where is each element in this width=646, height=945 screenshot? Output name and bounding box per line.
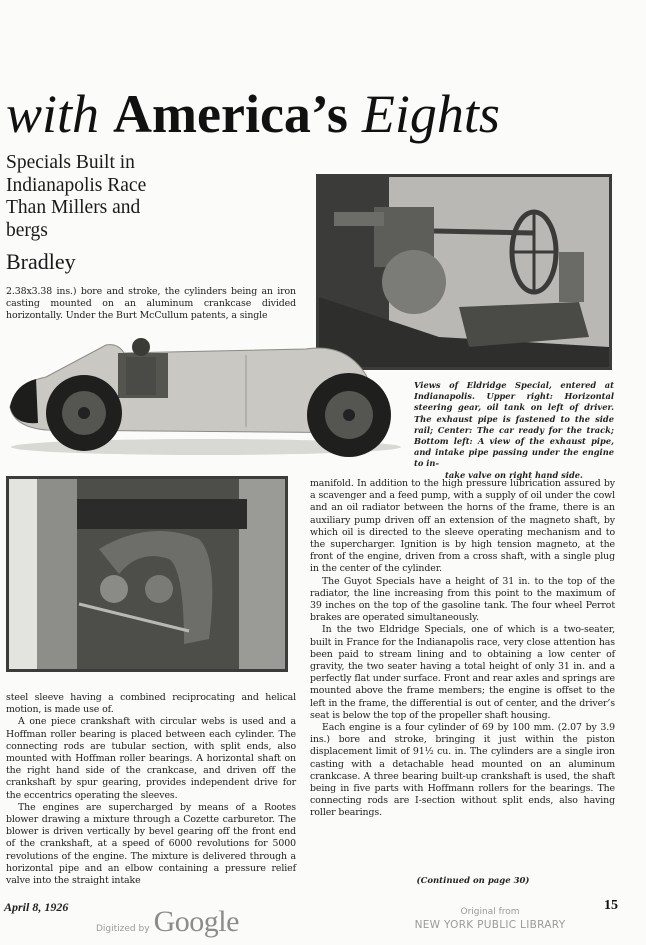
- caption-last-line: take valve on right hand side.: [445, 469, 583, 480]
- paragraph: manifold. In addition to the high pressure lubrication assured by a scavenger and a feed pump, with a supply of oil under the cowl and an oil radiator between the horns of the frame, there is an auxiliary pump driven off an extension of the magneto shaft, by which oil is directed to the sleeve operating mechanism and to the supercharger. Ignition is by high tension magneto, at the front of the engine, driven from a cross shaft, with a single plug in the center of the cylinder.: [310, 478, 615, 575]
- deck-line: Indianapolis Race: [6, 174, 147, 196]
- author-byline: Bradley: [6, 249, 76, 274]
- photo-caption: [414, 380, 614, 481]
- headline: [6, 84, 500, 144]
- issue-date: April 8, 1926: [4, 900, 69, 914]
- photo-exhaust-view: [6, 476, 288, 672]
- caption-body: Views of Eldridge Special, entered at Indianapolis. Upper right: Horizontal steering gear, oil tank on left of driver. The exhaust pipe is fastened to the side rail; Center: The car ready for the track; Bottom left: A view of the exhaust pipe, and intake pipe passing under the engine to in-: [414, 380, 614, 469]
- headline-eights: Eights: [361, 84, 500, 144]
- continued-note: (Continued on page 30): [416, 876, 530, 886]
- paragraph: The engines are supercharged by means of a Rootes blower drawing a mixture through a Cozette carburetor. The blower is driven vertically by bevel gearing off the front end of the crankshaft, at a speed of 6000 revolutions for 5000 revolutions of the engine. The mixture is delivered through a horizontal pipe and an elbow containing a pressure relief valve into the straight intake: [6, 801, 296, 887]
- deck-line: bergs: [6, 219, 48, 241]
- paragraph: A one piece crankshaft with circular webs is used and a Hoffman roller bearing is placed between each cylinder. The connecting rods are tubular section, with split ends, also mounted with Hoffman roller bearings. A horizontal shaft on the right hand side of the crankcase, and driven off the crankshaft by spur gearing, provides independent drive for the eccentrics operating the sleeves.: [6, 716, 296, 801]
- intro-text: 2.38x3.38 ins.) bore and stroke, the cylinders being an iron casting mounted on an aluminum crankcase divided horizontally. Under the Burt McCullum patents, a single: [6, 286, 296, 322]
- origin-watermark: [380, 906, 600, 932]
- original-from: Original from: [460, 907, 520, 917]
- deck-line: Than Millers and: [6, 197, 141, 218]
- exhaust-illustration: [9, 479, 285, 669]
- intro-paragraph: [6, 286, 296, 323]
- digitized-watermark: [96, 905, 239, 939]
- headline-america: America’s: [113, 84, 348, 144]
- right-column: [310, 478, 615, 820]
- left-column: [6, 692, 296, 887]
- photo-race-car: [6, 335, 406, 460]
- deck-line: Specials Built in: [6, 152, 135, 173]
- paragraph: In the two Eldridge Specials, one of which is a two-seater, built in France for the Indianapolis race, very close attention has been paid to stream lining and to obtaining a low center of gravity, the two seater having a total height of only 31 in. and a perfectly flat under surface. Front and rear axles and springs are mounted above the frame members; the engine is offset to the left in the frame, the differential is out of center, and the driver’s seat is below the top of the propeller shaft housing.: [310, 624, 615, 721]
- google-logo: Google: [153, 905, 239, 938]
- paragraph: steel sleeve having a combined reciprocating and helical motion, is made use of.: [6, 692, 296, 716]
- page-number: 15: [604, 898, 618, 913]
- paragraph: Each engine is a four cylinder of 69 by 100 mm. (2.07 by 3.9 ins.) bore and stroke, bringing it just within the piston displacement limit of 91½ cu. in. The cylinders are a single iron casting with a detachable head mounted on an aluminum crankcase. A three bearing built-up crankshaft is used, the shaft being in five parts with Hoffmann rollers for the bearings. The connecting rods are I-section without split ends, also having roller bearings.: [310, 722, 615, 819]
- library-name: NEW YORK PUBLIC LIBRARY: [414, 919, 566, 931]
- digitized-prefix: Digitized by: [96, 924, 150, 934]
- race-car-illustration: [6, 335, 406, 460]
- headline-with: with: [6, 84, 100, 144]
- paragraph: The Guyot Specials have a height of 31 in. to the top of the radiator, the line increasing from this point to the maximum of 39 inches on the top of the gasoline tank. The four wheel Perrot brakes are operated simultaneously.: [310, 575, 615, 624]
- subheadline-deck: [6, 152, 156, 242]
